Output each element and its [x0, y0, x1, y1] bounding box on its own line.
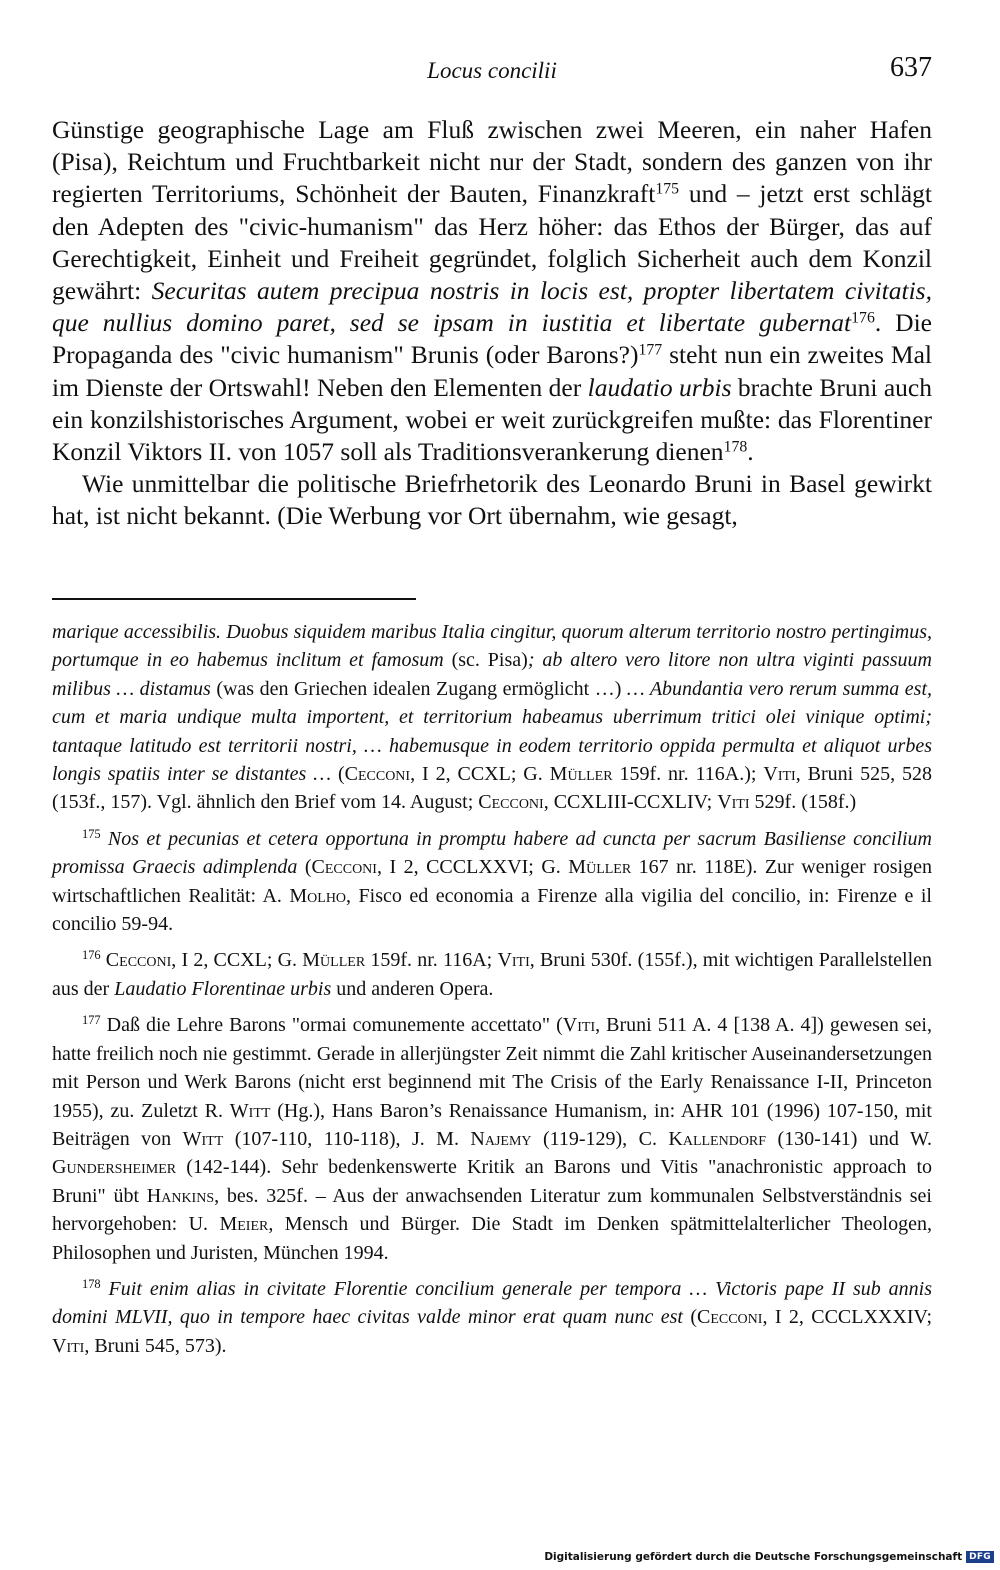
- text-run: , Bruni 545, 573).: [84, 1334, 227, 1357]
- text-run: . Die Propaganda des "civic humanism" Brunis (oder Barons?): [52, 308, 933, 370]
- text-run: (130-141) und W.: [766, 1127, 933, 1150]
- italic-text: … Abundantia vero rerum summa est, cum et maria undique multa importent, et territorium habeamus uberrimum tritici olei vinique optimi; tantaque latitudo est territorii nostri, … habemusque in eodem territorio oppida permulta et aliquot urbes longis spatiis inter se distantes …: [52, 677, 932, 786]
- text-run: 167 nr. 118E). Zur weniger rosigen wirtschaftlichen Realität: A.: [52, 856, 932, 907]
- text-run: , Mensch und Bürger. Die Stadt im Denken spätmittelalterlicher Theologen, Philosophen und Juristen, München 1994.: [52, 1213, 932, 1264]
- author-name: Viti: [562, 1014, 596, 1037]
- author-name: Müller: [549, 763, 613, 786]
- italic-text: Securitas autem precipua nostris in locis est, propter libertatem civitatis, que nullius domino paret, sed se ipsam in iustitia et libertate gubernat: [52, 276, 932, 338]
- author-name: Viti: [497, 949, 530, 972]
- text-run: (Hg.), Hans Baron’s Renaissance Humanism, in: AHR 101 (1996) 107-150, mit Beiträgen von: [52, 1099, 932, 1150]
- footnote-marker: 176: [851, 309, 875, 327]
- author-name: Cecconi: [105, 949, 172, 972]
- text-run: und anderen Opera.: [331, 977, 494, 1000]
- text-run: , Bruni 530f. (155f.), mit wichtigen Parallelstellen aus der: [52, 949, 932, 1000]
- text-run: und – jetzt erst schlägt den Adepten des "civic-humanism" das Herz höher: das Ethos der Bürger, das auf Gerechtigkeit, Einheit und Freiheit gegründet, folglich Sicherheit auch dem Konzil gewährt:: [52, 179, 932, 306]
- text-run: Daß die Lehre Barons "ormai comunemente accettato" (: [100, 1014, 563, 1037]
- footnote-separator: [52, 598, 416, 600]
- author-name: Müller: [302, 949, 366, 972]
- text-run: , I 2, CCCLXXXIV;: [762, 1306, 932, 1329]
- author-name: Witt: [182, 1127, 224, 1150]
- text-run: (: [682, 1306, 697, 1329]
- author-name: Molho: [289, 884, 347, 907]
- author-name: Meier: [219, 1213, 269, 1236]
- italic-text: Fuit enim alias in civitate Florentie concilium generale per tempora … Victoris pape II sub annis domini MLVII, quo in tempore haec civitas valde minor erat quam nunc est: [52, 1277, 933, 1329]
- author-name: Viti: [52, 1334, 85, 1357]
- footnote-marker: 177: [638, 341, 663, 359]
- author-name: Cecconi: [478, 791, 544, 814]
- author-name: Cecconi: [311, 856, 377, 879]
- digitization-credit: [544, 1548, 994, 1566]
- main-text: [52, 114, 932, 533]
- body-paragraph: [52, 114, 932, 468]
- text-run: 159f. nr. 116A.);: [612, 763, 764, 786]
- page-number: 637: [890, 52, 932, 83]
- page-header: [52, 52, 932, 92]
- text-run: steht nun ein zweites Mal im Dienste der Ortswahl! Neben den Elementen der: [52, 340, 932, 402]
- text-run: 159f. nr. 116A;: [365, 949, 498, 972]
- text-run: , I 2, CCCLXXVI; G.: [376, 856, 569, 879]
- text-run: (: [331, 763, 345, 786]
- italic-text: marique accessibilis. Duobus siquidem maribus Italia cingitur, quorum alterum territorio nostro pertingimus, portumque in eo habemus inclitum et famosum: [52, 621, 932, 672]
- footnote-marker: 176: [82, 948, 101, 963]
- footnotes: [52, 618, 932, 1360]
- text-run: , I 2, CCXL; G.: [410, 763, 550, 786]
- footnote: [52, 1011, 932, 1267]
- author-name: Viti: [763, 763, 796, 786]
- author-name: Gundersheimer: [52, 1156, 177, 1179]
- text-run: , CCXLIII-CCXLIV;: [543, 791, 718, 814]
- text-run: (142-144). Sehr bedenkenswerte Kritik an Barons und Vitis "anachronistic approach to Bruni" übt: [52, 1156, 932, 1207]
- body-paragraph: [52, 468, 932, 532]
- text-run: , Fisco ed economia a Firenze alla vigilia del concilio, in: Firenze e il concilio 59-94.: [52, 884, 932, 936]
- italic-text: laudatio urbis: [587, 372, 732, 402]
- author-name: Müller: [568, 856, 632, 879]
- text-run: .: [747, 437, 754, 467]
- footnote-marker: 178: [82, 1277, 101, 1292]
- author-name: Witt: [229, 1099, 271, 1122]
- text-run: Günstige geographische Lage am Fluß zwischen zwei Meeren, ein naher Hafen (Pisa), Reichtum und Fruchtbarkeit nicht nur der Stadt, sondern des ganzen von ihr regierten Territoriums, Schönheit der Bauten, Finanzkraft: [52, 115, 932, 209]
- text-run: (107-110, 110-118), J. M.: [223, 1127, 471, 1150]
- text-run: (119-129), C.: [531, 1127, 669, 1150]
- text-run: 529f. (158f.): [749, 791, 857, 814]
- text-run: (was den Griechen idealen Zugang ermöglicht …): [210, 677, 627, 700]
- footnote: [52, 946, 932, 1003]
- author-name: Kallendorf: [668, 1127, 767, 1150]
- footnote-marker: 175: [82, 827, 101, 842]
- italic-text: Nos et pecunias et cetera opportuna in promptu habere ad cuncta per sacrum Basiliense concilium promissa Graecis adimplenda: [52, 827, 932, 879]
- text-run: (sc. Pisa): [443, 649, 528, 672]
- running-title: Locus concilii: [427, 58, 557, 83]
- text-run: , bes. 325f. – Aus der anwachsenden Literatur zum kommunalen Selbstverständnis sei hervorgehoben: U.: [52, 1184, 932, 1236]
- footnote-marker: 177: [82, 1013, 101, 1028]
- author-name: Najemy: [470, 1127, 532, 1150]
- footnote: [52, 618, 932, 817]
- credit-text: Digitalisierung gefördert durch die Deutsche Forschungsgemeinschaft: [544, 1551, 963, 1563]
- dfg-logo: DFG: [966, 1551, 994, 1563]
- italic-text: Laudatio Florentinae urbis: [114, 977, 332, 1000]
- text-run: Wie unmittelbar die politische Briefrhetorik des Leonardo Bruni in Basel gewirkt hat, ist nicht bekannt. (Die Werbung vor Ort übernahm, wie gesagt,: [52, 469, 932, 531]
- italic-text: ; ab altero vero litore non ultra viginti passuum milibus … distamus: [52, 649, 932, 700]
- footnote: [52, 1275, 932, 1360]
- text-run: , Bruni 525, 528 (153f., 157). Vgl. ähnlich den Brief vom 14. August;: [52, 763, 933, 814]
- footnote-marker: 175: [655, 180, 680, 198]
- text-run: [101, 828, 108, 850]
- text-run: brachte Bruni auch ein konzilshistorisches Argument, wobei er weit zurückgreifen mußte: das Florentiner Konzil Viktors II. von 1057 soll als Traditionsverankerung dienen: [52, 372, 932, 467]
- author-name: Cecconi: [344, 763, 411, 786]
- text-run: (: [297, 856, 312, 879]
- author-name: Hankins: [146, 1184, 215, 1207]
- footnote: [52, 825, 932, 939]
- text-run: , I 2, CCXL; G.: [171, 949, 303, 972]
- text-run: [101, 1278, 109, 1300]
- author-name: Viti: [717, 791, 750, 814]
- author-name: Cecconi: [696, 1306, 763, 1329]
- text-run: , Bruni 511 A. 4 [138 A. 4]) gewesen sei, hatte freilich noch nie gestimmt. Gerade in allerjüngster Zeit nimmt die Zahl kritischer Auseinandersetzungen mit Person und Werk Barons (nicht erst beginnend mit The Crisis of the Early Renaissance I-II, Princeton 1955), zu. Zuletzt R.: [52, 1014, 932, 1122]
- footnote-marker: 178: [723, 438, 748, 456]
